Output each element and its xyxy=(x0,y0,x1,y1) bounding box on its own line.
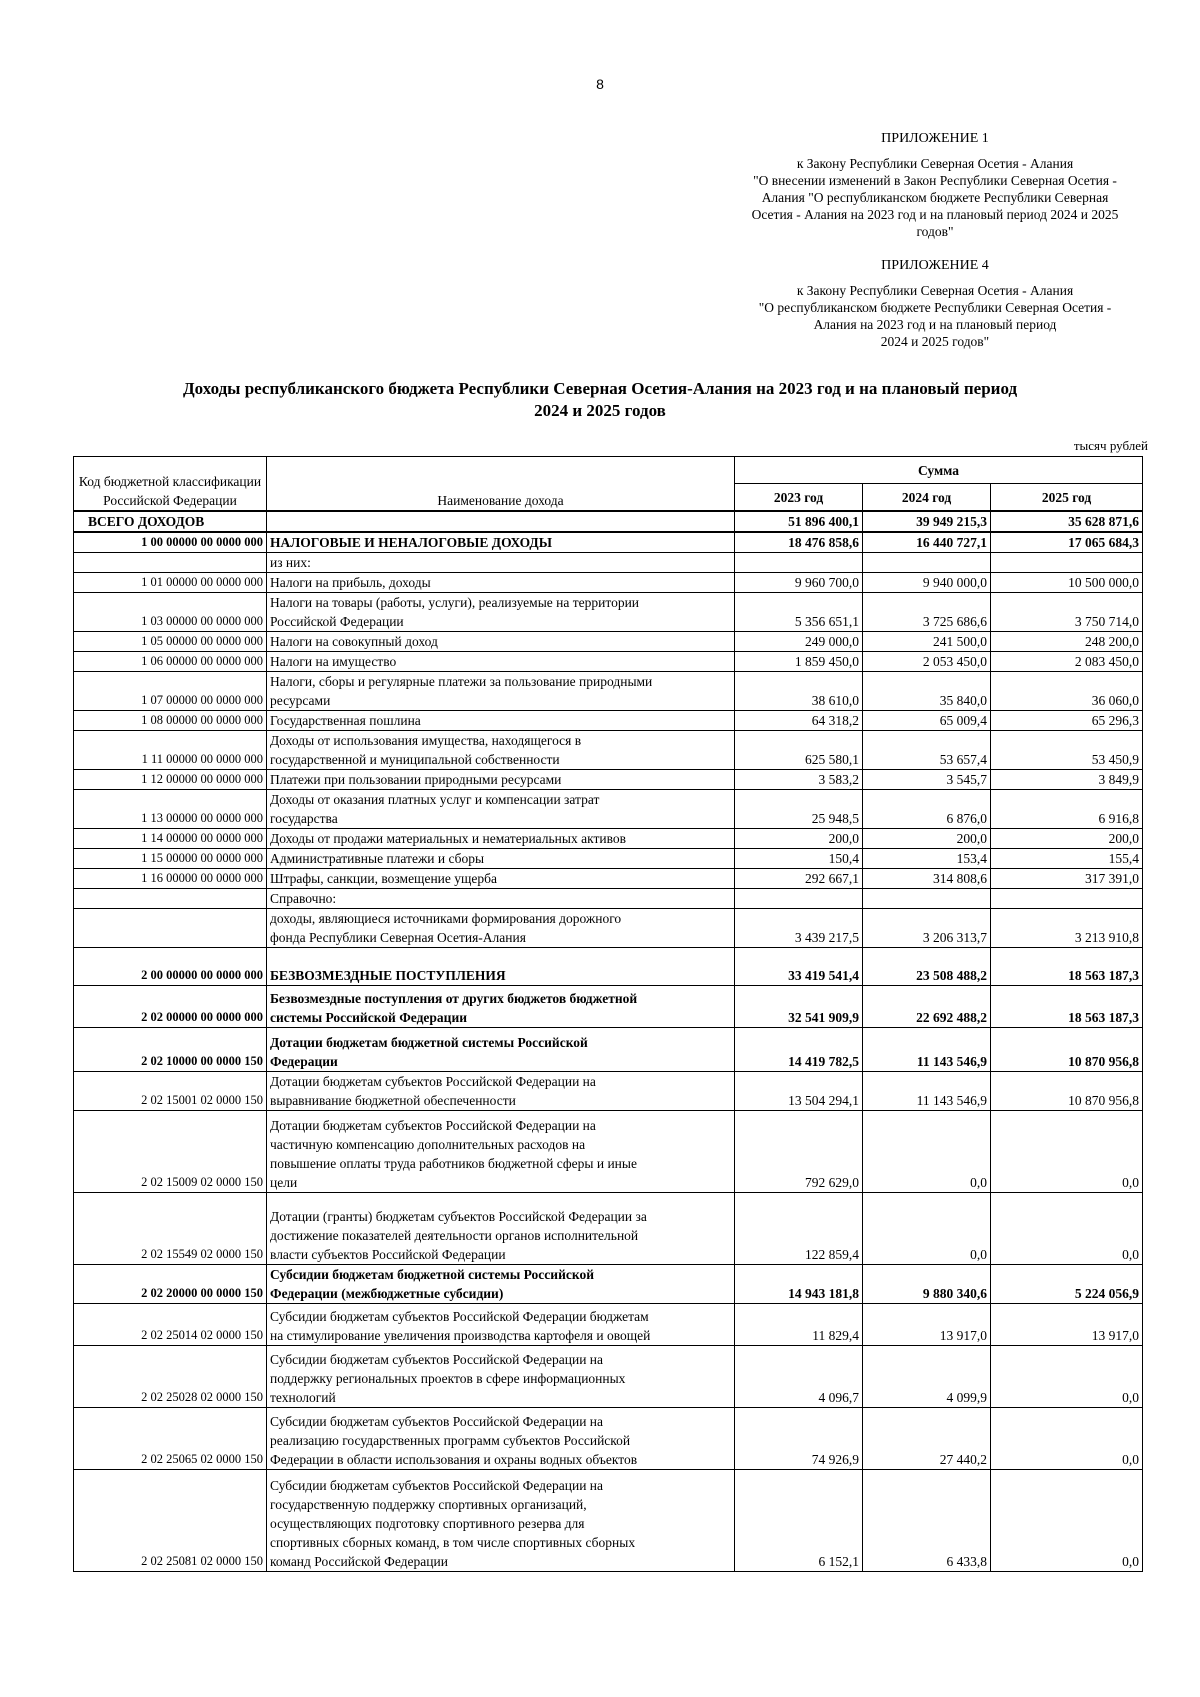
row-name-line: достижение показателей деятельности органов исполнительной xyxy=(270,1228,639,1243)
row-name-line: системы Российской Федерации xyxy=(270,1010,468,1025)
row-value-2023: 64 318,2 xyxy=(735,711,863,731)
row-name-line: Федерации (межбюджетные субсидии) xyxy=(270,1286,504,1301)
row-code: 1 16 00000 00 0000 000 xyxy=(74,869,267,889)
table-body xyxy=(74,511,1143,1572)
row-name-line: технологий xyxy=(270,1390,336,1405)
row-value-2024: 27 440,2 xyxy=(863,1408,991,1470)
row-value-2025: 3 750 714,0 xyxy=(991,593,1143,632)
row-value-2023: 249 000,0 xyxy=(735,632,863,652)
row-value-2024: 16 440 727,1 xyxy=(863,532,991,553)
row-value-2025: 0,0 xyxy=(991,1111,1143,1193)
row-value-2024: 241 500,0 xyxy=(863,632,991,652)
row-code: 1 11 00000 00 0000 000 xyxy=(74,731,267,770)
row-name-line: Налоги на прибыль, доходы xyxy=(270,575,431,590)
table-row xyxy=(74,1304,1143,1346)
row-name-line: Справочно: xyxy=(270,891,337,906)
row-name-line: выравнивание бюджетной обеспеченности xyxy=(270,1093,516,1108)
row-value-2024: 3 545,7 xyxy=(863,770,991,790)
row-name-line: государственной и муниципальной собственности xyxy=(270,752,560,767)
row-code xyxy=(74,553,267,573)
row-value-2025: 17 065 684,3 xyxy=(991,532,1143,553)
row-code: 1 15 00000 00 0000 000 xyxy=(74,849,267,869)
row-name-line: реализацию государственных программ субъектов Российской xyxy=(270,1433,631,1448)
table-row xyxy=(74,869,1143,889)
row-name xyxy=(267,511,735,532)
row-name xyxy=(267,790,735,829)
row-code xyxy=(74,889,267,909)
row-name-line: Административные платежи и сборы xyxy=(270,851,485,866)
row-code: 1 13 00000 00 0000 000 xyxy=(74,790,267,829)
table-row xyxy=(74,770,1143,790)
row-name xyxy=(267,632,735,652)
row-name xyxy=(267,849,735,869)
document-title xyxy=(90,378,1110,422)
row-name-line: Налоги, сборы и регулярные платежи за пользование природными xyxy=(270,674,653,689)
row-value-2024 xyxy=(863,889,991,909)
row-name xyxy=(267,1028,735,1072)
row-value-2024: 3 725 686,6 xyxy=(863,593,991,632)
row-name-line: Дотации бюджетам субъектов Российской Федерации на xyxy=(270,1074,596,1089)
row-name-line: государственную поддержку спортивных организаций, xyxy=(270,1497,587,1512)
row-value-2025: 6 916,8 xyxy=(991,790,1143,829)
row-name xyxy=(267,1193,735,1265)
row-name xyxy=(267,829,735,849)
row-name xyxy=(267,1408,735,1470)
appendix-4-line: к Закону Республики Северная Осетия - Алания xyxy=(796,283,1074,298)
row-code: 2 02 25065 02 0000 150 xyxy=(74,1408,267,1470)
table-row xyxy=(74,849,1143,869)
document-title-line: Доходы республиканского бюджета Республики Северная Осетия-Алания на 2023 год и на плановый период xyxy=(182,379,1018,398)
row-value-2024: 13 917,0 xyxy=(863,1304,991,1346)
row-name-line: Российской Федерации xyxy=(270,614,404,629)
header-year-2024: 2024 год xyxy=(863,484,991,512)
row-name xyxy=(267,731,735,770)
row-code: 2 02 15001 02 0000 150 xyxy=(74,1072,267,1111)
row-name xyxy=(267,909,735,948)
row-value-2023: 14 943 181,8 xyxy=(735,1265,863,1304)
row-name-line: доходы, являющиеся источниками формирования дорожного xyxy=(270,911,622,926)
row-value-2023: 625 580,1 xyxy=(735,731,863,770)
table-row xyxy=(74,948,1143,986)
table-row xyxy=(74,532,1143,553)
table-row xyxy=(74,1193,1143,1265)
row-value-2025: 0,0 xyxy=(991,1193,1143,1265)
row-name xyxy=(267,1072,735,1111)
row-value-2023: 18 476 858,6 xyxy=(735,532,863,553)
table-row xyxy=(74,889,1143,909)
row-value-2023: 150,4 xyxy=(735,849,863,869)
header-year-2023: 2023 год xyxy=(735,484,863,512)
row-value-2023: 38 610,0 xyxy=(735,672,863,711)
row-value-2025: 0,0 xyxy=(991,1408,1143,1470)
table-row xyxy=(74,593,1143,632)
row-value-2023: 9 960 700,0 xyxy=(735,573,863,593)
row-name-line: из них: xyxy=(270,555,311,570)
appendix-1-block xyxy=(735,130,1135,240)
table-row xyxy=(74,731,1143,770)
row-value-2025: 248 200,0 xyxy=(991,632,1143,652)
row-code: 1 14 00000 00 0000 000 xyxy=(74,829,267,849)
row-value-2025 xyxy=(991,889,1143,909)
table-row xyxy=(74,1072,1143,1111)
row-value-2025: 18 563 187,3 xyxy=(991,948,1143,986)
table-row xyxy=(74,909,1143,948)
row-value-2024: 200,0 xyxy=(863,829,991,849)
header-sum: Сумма xyxy=(735,457,1143,484)
row-value-2024: 22 692 488,2 xyxy=(863,986,991,1028)
appendix-1-line: к Закону Республики Северная Осетия - Алания xyxy=(796,156,1074,171)
row-code: ВСЕГО ДОХОДОВ xyxy=(74,511,267,532)
row-value-2025: 10 870 956,8 xyxy=(991,1028,1143,1072)
row-code: 1 08 00000 00 0000 000 xyxy=(74,711,267,731)
row-code: 2 02 00000 00 0000 000 xyxy=(74,986,267,1028)
row-value-2025: 10 870 956,8 xyxy=(991,1072,1143,1111)
row-name xyxy=(267,1304,735,1346)
row-value-2024: 65 009,4 xyxy=(863,711,991,731)
row-value-2023: 51 896 400,1 xyxy=(735,511,863,532)
row-name-line: Субсидии бюджетам субъектов Российской Федерации на xyxy=(270,1414,604,1429)
row-value-2023: 4 096,7 xyxy=(735,1346,863,1408)
row-name-line: власти субъектов Российской Федерации xyxy=(270,1247,506,1262)
row-value-2023 xyxy=(735,889,863,909)
row-value-2023: 32 541 909,9 xyxy=(735,986,863,1028)
row-code: 2 02 25014 02 0000 150 xyxy=(74,1304,267,1346)
row-value-2023: 14 419 782,5 xyxy=(735,1028,863,1072)
row-value-2024: 9 880 340,6 xyxy=(863,1265,991,1304)
row-code: 2 02 25081 02 0000 150 xyxy=(74,1470,267,1572)
row-name xyxy=(267,652,735,672)
row-value-2023: 122 859,4 xyxy=(735,1193,863,1265)
table-row xyxy=(74,1265,1143,1304)
row-value-2023 xyxy=(735,553,863,573)
table-row xyxy=(74,672,1143,711)
row-name xyxy=(267,1470,735,1572)
row-code: 1 07 00000 00 0000 000 xyxy=(74,672,267,711)
row-value-2023: 200,0 xyxy=(735,829,863,849)
row-name-line: Дотации (гранты) бюджетам субъектов Российской Федерации за xyxy=(270,1209,647,1224)
row-value-2025: 3 213 910,8 xyxy=(991,909,1143,948)
row-value-2025: 3 849,9 xyxy=(991,770,1143,790)
appendix-1-title: ПРИЛОЖЕНИЕ 1 xyxy=(881,131,989,146)
row-name-line: НАЛОГОВЫЕ И НЕНАЛОГОВЫЕ ДОХОДЫ xyxy=(270,535,552,550)
row-value-2024 xyxy=(863,553,991,573)
row-code: 1 00 00000 00 0000 000 xyxy=(74,532,267,553)
row-name-line: Налоги на совокупный доход xyxy=(270,634,438,649)
row-name xyxy=(267,593,735,632)
table-row xyxy=(74,1470,1143,1572)
appendix-1-line: "О внесении изменений в Закон Республики Северная Осетия - xyxy=(753,173,1117,188)
row-name xyxy=(267,948,735,986)
table-row xyxy=(74,553,1143,573)
row-value-2023: 6 152,1 xyxy=(735,1470,863,1572)
row-value-2025: 317 391,0 xyxy=(991,869,1143,889)
row-name-line: Платежи при пользовании природными ресурсами xyxy=(270,772,562,787)
row-code: 2 02 15009 02 0000 150 xyxy=(74,1111,267,1193)
row-name-line: Доходы от продажи материальных и нематериальных активов xyxy=(270,831,626,846)
units-label: тысяч рублей xyxy=(1073,438,1148,453)
row-code: 1 01 00000 00 0000 000 xyxy=(74,573,267,593)
row-value-2024: 53 657,4 xyxy=(863,731,991,770)
row-name-line: Налоги на имущество xyxy=(270,654,397,669)
row-code: 1 03 00000 00 0000 000 xyxy=(74,593,267,632)
table-row xyxy=(74,790,1143,829)
row-name-line: Дотации бюджетам субъектов Российской Федерации на xyxy=(270,1118,596,1133)
row-name-line: спортивных сборных команд, в том числе спортивных сборных xyxy=(270,1535,636,1550)
row-name xyxy=(267,770,735,790)
row-value-2023: 3 439 217,5 xyxy=(735,909,863,948)
row-value-2025: 65 296,3 xyxy=(991,711,1143,731)
row-name xyxy=(267,672,735,711)
row-name-line: команд Российской Федерации xyxy=(270,1554,448,1569)
table-row xyxy=(74,511,1143,532)
table-row xyxy=(74,986,1143,1028)
appendix-1-line: Осетия - Алания на 2023 год и на плановый период 2024 и 2025 xyxy=(751,207,1119,222)
row-name-line: цели xyxy=(270,1175,298,1190)
row-name-line: Федерации xyxy=(270,1054,338,1069)
row-value-2025 xyxy=(991,553,1143,573)
row-value-2024: 314 808,6 xyxy=(863,869,991,889)
row-code: 1 06 00000 00 0000 000 xyxy=(74,652,267,672)
appendix-4-line: "О республиканском бюджете Республики Северная Осетия - xyxy=(758,300,1112,315)
row-code: 2 02 10000 00 0000 150 xyxy=(74,1028,267,1072)
row-value-2024: 11 143 546,9 xyxy=(863,1028,991,1072)
row-name-line: Дотации бюджетам бюджетной системы Российской xyxy=(270,1035,588,1050)
row-value-2023: 792 629,0 xyxy=(735,1111,863,1193)
appendix-4-title: ПРИЛОЖЕНИЕ 4 xyxy=(881,258,989,273)
row-value-2024: 6 876,0 xyxy=(863,790,991,829)
row-value-2025: 200,0 xyxy=(991,829,1143,849)
table-row xyxy=(74,1408,1143,1470)
row-name-line: частичную компенсацию дополнительных расходов на xyxy=(270,1137,586,1152)
row-name xyxy=(267,1111,735,1193)
row-value-2025: 5 224 056,9 xyxy=(991,1265,1143,1304)
row-code: 2 00 00000 00 0000 000 xyxy=(74,948,267,986)
row-name-line: повышение оплаты труда работников бюджетной сферы и иные xyxy=(270,1156,637,1171)
row-value-2024: 9 940 000,0 xyxy=(863,573,991,593)
row-name-line: фонда Республики Северная Осетия-Алания xyxy=(270,930,526,945)
row-name xyxy=(267,986,735,1028)
row-value-2025: 13 917,0 xyxy=(991,1304,1143,1346)
row-name-line: на стимулирование увеличения производства картофеля и овощей xyxy=(270,1328,651,1343)
row-value-2024: 35 840,0 xyxy=(863,672,991,711)
appendix-1-line: годов" xyxy=(916,224,954,239)
table-row xyxy=(74,1111,1143,1193)
row-name-line: ресурсами xyxy=(270,693,331,708)
row-name-line: поддержку региональных проектов в сфере информационных xyxy=(270,1371,626,1386)
row-code: 2 02 25028 02 0000 150 xyxy=(74,1346,267,1408)
row-value-2023: 13 504 294,1 xyxy=(735,1072,863,1111)
row-name xyxy=(267,889,735,909)
row-name-line: Субсидии бюджетам субъектов Российской Федерации на xyxy=(270,1352,604,1367)
row-value-2025: 2 083 450,0 xyxy=(991,652,1143,672)
row-value-2024: 39 949 215,3 xyxy=(863,511,991,532)
row-value-2023: 11 829,4 xyxy=(735,1304,863,1346)
row-name-line: Федерации в области использования и охраны водных объектов xyxy=(270,1452,638,1467)
row-value-2023: 25 948,5 xyxy=(735,790,863,829)
row-code: 1 12 00000 00 0000 000 xyxy=(74,770,267,790)
row-value-2023: 5 356 651,1 xyxy=(735,593,863,632)
row-name-line: Налоги на товары (работы, услуги), реализуемые на территории xyxy=(270,595,640,610)
row-value-2023: 1 859 450,0 xyxy=(735,652,863,672)
table-row xyxy=(74,652,1143,672)
row-code: 2 02 15549 02 0000 150 xyxy=(74,1193,267,1265)
row-value-2024: 0,0 xyxy=(863,1111,991,1193)
income-table xyxy=(73,456,1143,1572)
row-name xyxy=(267,1265,735,1304)
row-value-2024: 3 206 313,7 xyxy=(863,909,991,948)
table-row xyxy=(74,829,1143,849)
row-name-line: БЕЗВОЗМЕЗДНЫЕ ПОСТУПЛЕНИЯ xyxy=(270,968,506,983)
row-name-line: Доходы от оказания платных услуг и компенсации затрат xyxy=(270,792,600,807)
row-name xyxy=(267,1346,735,1408)
row-value-2024: 11 143 546,9 xyxy=(863,1072,991,1111)
row-value-2023: 33 419 541,4 xyxy=(735,948,863,986)
row-value-2025: 155,4 xyxy=(991,849,1143,869)
row-name xyxy=(267,573,735,593)
appendix-4-line: 2024 и 2025 годов" xyxy=(880,334,990,349)
row-name-line: Безвозмездные поступления от других бюджетов бюджетной xyxy=(270,991,638,1006)
appendix-1-line: Алания "О республиканском бюджете Республики Северная xyxy=(761,190,1109,205)
row-name-line: Штрафы, санкции, возмещение ущерба xyxy=(270,871,498,886)
row-name-line: Доходы от использования имущества, находящегося в xyxy=(270,733,582,748)
row-name-line: осуществляющих подготовку спортивного резерва для xyxy=(270,1516,585,1531)
row-value-2024: 2 053 450,0 xyxy=(863,652,991,672)
row-value-2025: 0,0 xyxy=(991,1470,1143,1572)
row-value-2023: 292 667,1 xyxy=(735,869,863,889)
row-value-2025: 35 628 871,6 xyxy=(991,511,1143,532)
row-value-2025: 53 450,9 xyxy=(991,731,1143,770)
row-value-2023: 74 926,9 xyxy=(735,1408,863,1470)
document-title-line: 2024 и 2025 годов xyxy=(534,401,666,420)
row-value-2025: 0,0 xyxy=(991,1346,1143,1408)
row-value-2025: 36 060,0 xyxy=(991,672,1143,711)
row-value-2024: 4 099,9 xyxy=(863,1346,991,1408)
row-name-line: Субсидии бюджетам субъектов Российской Федерации на xyxy=(270,1478,604,1493)
row-name-line: Субсидии бюджетам субъектов Российской Федерации бюджетам xyxy=(270,1309,649,1324)
table-row xyxy=(74,573,1143,593)
table-row xyxy=(74,632,1143,652)
row-name-line: Субсидии бюджетам бюджетной системы Российской xyxy=(270,1267,594,1282)
row-code: 2 02 20000 00 0000 150 xyxy=(74,1265,267,1304)
row-code: 1 05 00000 00 0000 000 xyxy=(74,632,267,652)
appendix-4-block xyxy=(735,257,1135,350)
row-code xyxy=(74,909,267,948)
row-value-2024: 23 508 488,2 xyxy=(863,948,991,986)
row-value-2024: 153,4 xyxy=(863,849,991,869)
row-value-2024: 6 433,8 xyxy=(863,1470,991,1572)
table-row xyxy=(74,1028,1143,1072)
header-code: Код бюджетной классификации Российской Федерации xyxy=(74,457,267,512)
page-number: 8 xyxy=(596,76,604,92)
header-name: Наименование дохода xyxy=(267,457,735,512)
row-name-line: Государственная пошлина xyxy=(270,713,421,728)
header-year-2025: 2025 год xyxy=(991,484,1143,512)
row-value-2025: 18 563 187,3 xyxy=(991,986,1143,1028)
row-value-2025: 10 500 000,0 xyxy=(991,573,1143,593)
table-row xyxy=(74,1346,1143,1408)
row-name xyxy=(267,711,735,731)
table-row xyxy=(74,711,1143,731)
appendix-4-line: Алания на 2023 год и на плановый период xyxy=(813,317,1057,332)
row-name xyxy=(267,869,735,889)
row-name xyxy=(267,532,735,553)
row-name xyxy=(267,553,735,573)
row-value-2024: 0,0 xyxy=(863,1193,991,1265)
row-value-2023: 3 583,2 xyxy=(735,770,863,790)
row-name-line: государства xyxy=(270,811,338,826)
